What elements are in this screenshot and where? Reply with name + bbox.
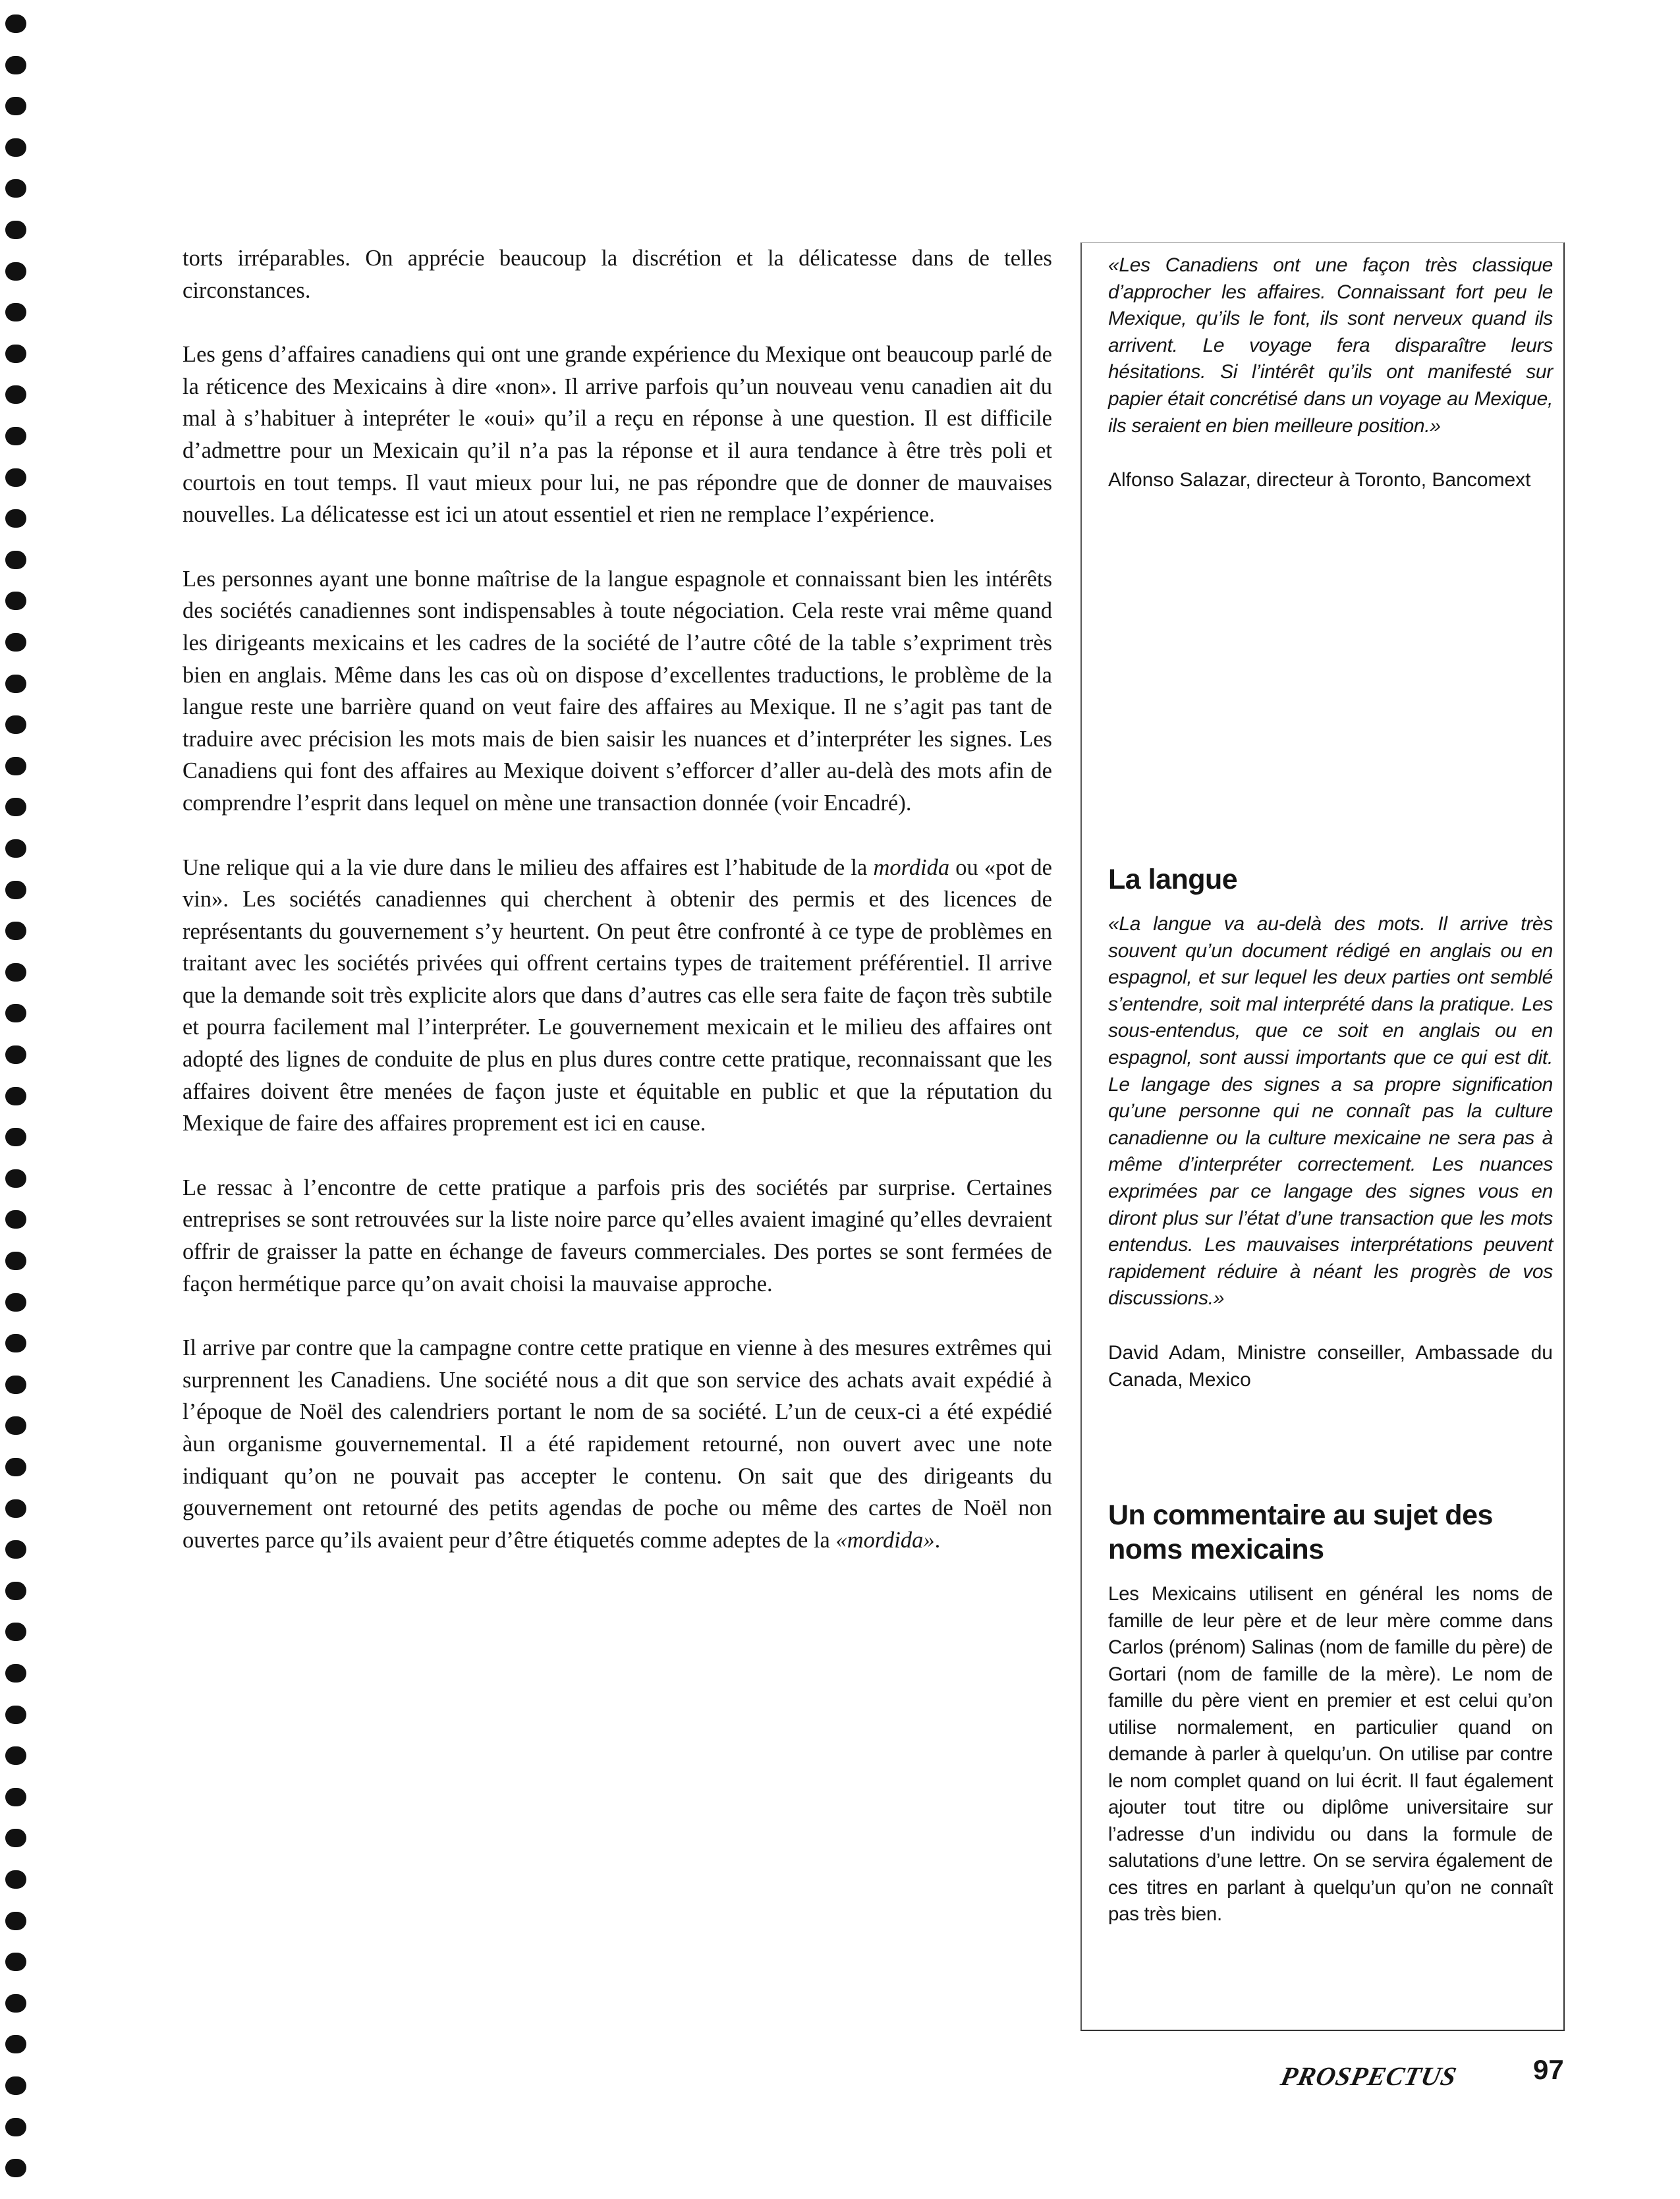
binding-hole	[5, 303, 26, 321]
binding-hole	[5, 963, 26, 982]
binding-hole	[5, 1953, 26, 1971]
binding-hole	[5, 97, 26, 115]
quote-salazar: «Les Canadiens ont une façon très classique d’approcher les affaires. Connaissant fort peu le Mexique, qu’ils le font, ils sont nerveux quand ils arrivent. Le voyage fera disparaître leurs hésitations. Si l’intérêt qu’ils ont manifesté sur papier était concrétisé dans un voyage au Mexique, ils seraient en bien meilleure position.»	[1108, 254, 1553, 437]
prospectus-logo: PROSPECTUS	[1278, 2061, 1460, 2091]
attribution-adam: David Adam, Ministre conseiller, Ambassade du Canada, Mexico	[1108, 1341, 1553, 1391]
binding-hole	[5, 14, 26, 33]
binding-hole	[5, 881, 26, 899]
heading-la-langue: La langue	[1108, 864, 1238, 895]
binding-hole	[5, 715, 26, 734]
binding-hole	[5, 922, 26, 940]
binding-hole	[5, 1664, 26, 1683]
binding-hole	[5, 1458, 26, 1476]
binding-hole	[5, 1128, 26, 1146]
binding-hole	[5, 1416, 26, 1435]
binding-hole	[5, 1252, 26, 1270]
binding-hole	[5, 1746, 26, 1765]
binding-hole	[5, 385, 26, 404]
binding-hole	[5, 221, 26, 239]
quote-adam: «La langue va au-delà des mots. Il arrive très souvent qu’un document rédigé en anglais ou en espagnol, et sur lequel les deux parties ont semblé s’entendre, soit mal interprété dans la pratique. Les sous-entendus, que ce soit en anglais ou en espagnol, sont aussi importants que ce qui est dit. Le langage des signes a sa propre signification qu’une personne qui ne connaît pas la culture canadienne ou la culture mexicaine ne sera pas à même d’interpréter correctement. Les nuances exprimées par ce langage des signes vous en diront plus sur l’état d’une transaction que les mots entendus. Les mauvaises interprétations peuvent rapidement réduire à néant les progrès de vos discussions.»	[1108, 913, 1553, 1310]
paragraph-5: Le ressac à l’encontre de cette pratique a parfois pris des sociétés par surprise. Certaines entreprises se sont retrouvées sur la liste noire parce qu’elles avaient imaginé qu’elles devraient offrir de graisser la patte en échange de faveurs commerciales. Des portes se sont fermées de façon hermétique parce qu’on avait choisi la mauvaise approche.	[182, 1175, 1052, 1296]
binding-hole	[5, 633, 26, 652]
binding-hole	[5, 2159, 26, 2177]
binding-hole	[5, 757, 26, 775]
binding-hole	[5, 262, 26, 281]
binding-hole	[5, 1623, 26, 1641]
paragraph-4-text-b: ou «pot de vin». Les sociétés canadiennes qui cherchent à obtenir des permis et des licences de représentants du gouvernement s’y heurtent. On peut être confronté à ce type de problèmes en traitant avec les sociétés privées qui offrent certains types de traitement préférentiel. Il arrive que la demande soit très explicite alors que dans d’autres cas elle sera faite de façon très subtile et pourra facilement mal l’interpréter. Le gouvernement mexicain et le milieu des affaires ont adopté des lignes de conduite de plus en plus dures contre cette pratique, reconnaissant que les affaires doivent être menées de façon juste et équitable en public et que la réputation du Mexique de faire des affaires proprement est ici en cause.	[182, 854, 1052, 1136]
binding-hole	[5, 179, 26, 198]
paragraph-3: Les personnes ayant une bonne maîtrise de la langue espagnole et connaissant bien les intérêts des sociétés canadiennes sont indispensables à toute négociation. Cela reste vrai même quand les dirigeants mexicains et les cadres de la société de l’autre côté de la table s’expriment très bien en anglais. Même dans les cas où on dispose d’excellentes traductions, le problème de la langue reste une barrière quand on veut faire des affaires au Mexique. Il ne s’agit pas tant de traduire avec précision les mots mais de bien saisir les nuances et d’interpréter les signes. Les Canadiens qui font des affaires au Mexique doivent s’efforcer d’aller au-delà des mots afin de comprendre l’esprit dans lequel on mène une transaction donnée (voir Encadré).	[182, 566, 1052, 816]
binding-hole	[5, 345, 26, 363]
page-number: 97	[1533, 2054, 1564, 2085]
binding-hole	[5, 1994, 26, 2013]
binding-hole	[5, 798, 26, 816]
binding-hole	[5, 1582, 26, 1600]
binding-hole	[5, 1004, 26, 1022]
binding-hole	[5, 2035, 26, 2053]
heading-noms-mexicains: Un commentaire au sujet des noms mexicains	[1108, 1499, 1493, 1565]
binding-hole	[5, 1540, 26, 1559]
binding-hole	[5, 138, 26, 157]
binding-hole	[5, 839, 26, 858]
binding-hole	[5, 1169, 26, 1188]
attribution-salazar: Alfonso Salazar, directeur à Toronto, Bancomext	[1108, 469, 1531, 491]
binding-hole	[5, 1788, 26, 1806]
binding-hole	[5, 468, 26, 487]
body-noms-mexicains: Les Mexicains utilisent en général les noms de famille de leur père et de leur mère comme dans Carlos (prénom) Salinas (nom de famille du père) de Gortari (nom de famille de la mère). Le nom de famille du père vient en premier et est celui qu’on utilise normalement, en particulier quand on demande à parler à quelqu’un. On utilise par contre le nom complet quand on lui écrit. Il faut également ajouter tout titre ou diplôme universitaire sur l’adresse d’un individu ou dans la formule de salutations d’une lettre. On se servira également de ces titres en parlant à quelqu’un qu’on ne connaît pas très bien.	[1108, 1583, 1553, 1925]
binding-hole	[5, 1045, 26, 1064]
binding-hole	[5, 2118, 26, 2136]
binding-hole	[5, 2076, 26, 2095]
paragraph-4-text-a: Une relique qui a la vie dure dans le milieu des affaires est l’habitude de la	[182, 854, 874, 880]
binding-hole	[5, 1499, 26, 1518]
binding-hole	[5, 509, 26, 528]
binding-hole	[5, 551, 26, 569]
mordida-term: mordida	[873, 854, 950, 880]
sidebar-section-salazar	[1108, 252, 1553, 494]
paragraph-6-text-a: Il arrive par contre que la campagne contre cette pratique en vienne à des mesures extrêmes qui surprennent les Canadiens. Une société nous a dit que son service des achats avait expédié à l’époque de Noël des calendriers portant le nom de sa société. L’un de ceux-ci a été expédié àun organisme gouvernemental. Il a été rapidement retourné, non ouvert avec une note indiquant qu’on ne pouvait pas accepter le contenu. On sait que des dirigeants du gouvernement ont retourné des petits agendas de poche ou même des cartes de Noël non ouvertes parce qu’ils avaient peur d’être étiquetés comme adeptes de la	[182, 1335, 1052, 1553]
binding-hole	[5, 1334, 26, 1352]
paragraph-4	[182, 852, 1052, 1140]
sidebar-section-langue	[1108, 862, 1553, 1393]
binding-hole	[5, 1210, 26, 1229]
paragraph-2: Les gens d’affaires canadiens qui ont une grande expérience du Mexique ont beaucoup parlé de la réticence des Mexicains à dire «non». Il arrive parfois qu’un nouveau venu canadien ait du mal à s’habituer à intepréter le «oui» qu’il a reçu en réponse à une question. Il est difficile d’admettre pour un Mexicain qu’il n’a pas la réponse et il aura tendance à être très poli et courtois en tout temps. Il vaut mieux pour lui, ne pas répondre que de donner de mauvaises nouvelles. La délicatesse est ici un atout essentiel et rien ne remplace l’expérience.	[182, 342, 1052, 528]
paragraph-6-text-b: .	[934, 1527, 941, 1553]
binding-hole	[5, 427, 26, 445]
spiral-binding	[0, 0, 26, 2199]
binding-hole	[5, 1376, 26, 1394]
binding-hole	[5, 56, 26, 74]
binding-hole	[5, 1912, 26, 1930]
binding-hole	[5, 675, 26, 693]
binding-hole	[5, 1293, 26, 1312]
sidebar-box	[1080, 242, 1565, 2031]
binding-hole	[5, 1087, 26, 1105]
binding-hole	[5, 1829, 26, 1847]
paragraph-6	[182, 1332, 1052, 1556]
sidebar-section-noms	[1108, 1498, 1553, 1928]
paragraph-1: torts irréparables. On apprécie beaucoup la discrétion et la délicatesse dans de telles circonstances.	[182, 246, 1052, 303]
binding-hole	[5, 1706, 26, 1724]
mordida-term-quoted: «mordida»	[835, 1527, 935, 1553]
binding-hole	[5, 592, 26, 610]
main-text-column	[182, 242, 1052, 1588]
binding-hole	[5, 1870, 26, 1889]
